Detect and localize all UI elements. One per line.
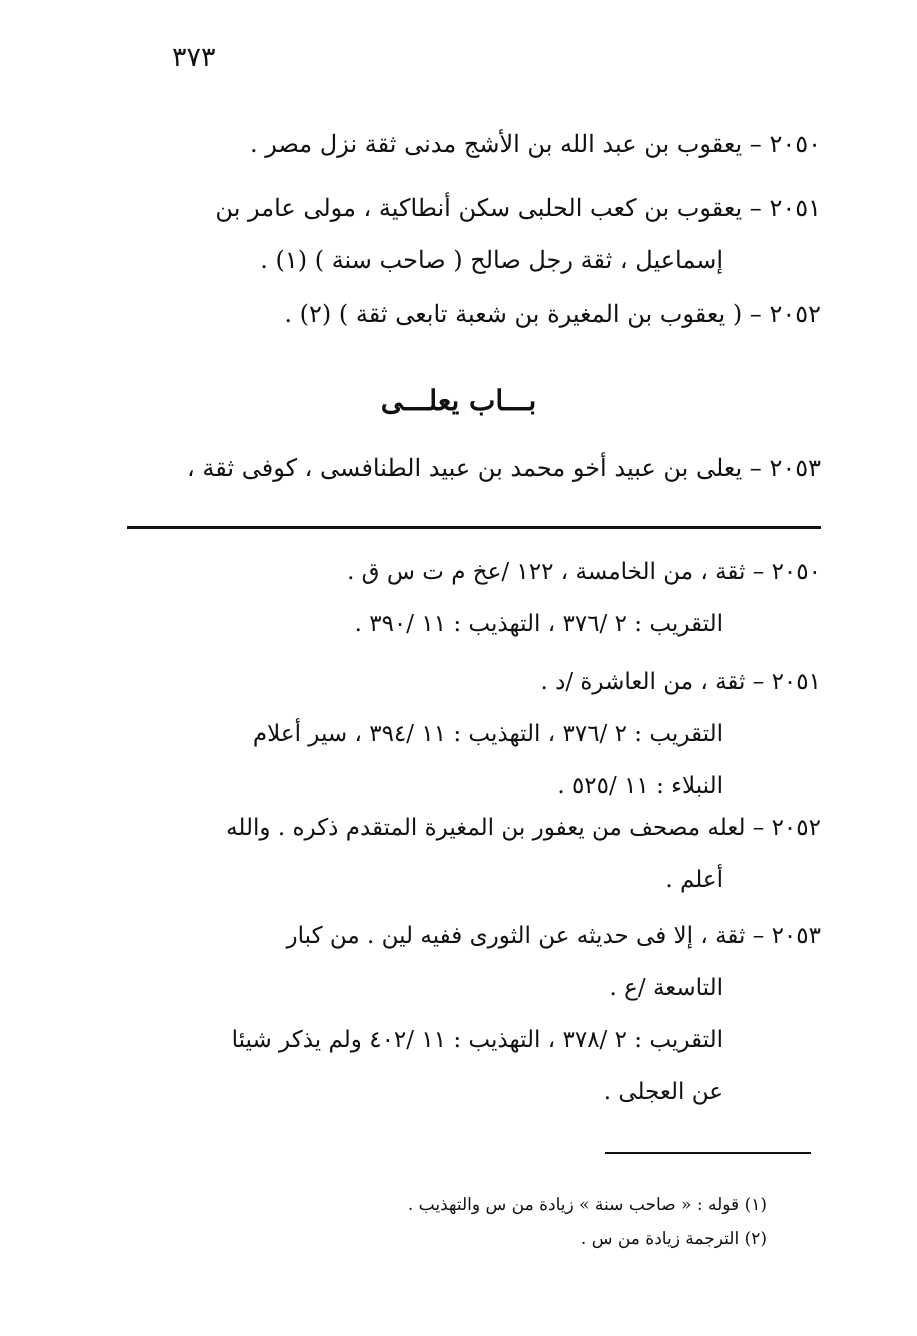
- note-2050: [347, 546, 821, 650]
- footnote-1: (١) قوله : « صاحب سنة » زيادة من س والتهذيب .: [407, 1195, 767, 1215]
- note-2051: [253, 656, 821, 812]
- section-heading: بـــاب يعلـــى: [380, 384, 537, 417]
- note-line: التقريب : ٢ /٣٧٦ ، التهذيب : ١١ /٣٩٠ .: [354, 611, 723, 637]
- footnotes: [408, 1188, 767, 1256]
- note-line: التقريب : ٢ /٣٧٨ ، التهذيب : ١١ /٤٠٢ ولم يذكر شيئا: [231, 1027, 723, 1053]
- entry-line: ٢٠٥٠ – يعقوب بن عبد الله بن الأشج مدنى ثقة نزل مصر .: [249, 130, 821, 158]
- entry-2052: [284, 288, 821, 340]
- footnote-2: (٢) الترجمة زيادة من س .: [580, 1229, 767, 1249]
- text-separator-rule: [127, 526, 821, 529]
- note-line: النبلاء : ١١ /٥٢٥ .: [557, 773, 723, 799]
- note-line: ٢٠٥٢ – لعله مصحف من يعفور بن المغيرة المتقدم ذكره . والله: [226, 815, 821, 841]
- note-line: ٢٠٥٣ – ثقة ، إلا فى حديثه عن الثورى ففيه لين . من كبار: [286, 923, 821, 949]
- entry-2051: [215, 182, 821, 286]
- entry-line: ٢٠٥٢ – ( يعقوب بن المغيرة بن شعبة تابعى ثقة ) (٢) .: [284, 300, 821, 328]
- entry-2050: [250, 118, 821, 170]
- note-line: أعلم .: [665, 867, 723, 893]
- entry-2053: [187, 442, 821, 494]
- entry-line: إسماعيل ، ثقة رجل صالح ( صاحب سنة ) (١) .: [260, 246, 723, 274]
- note-line: عن العجلى .: [603, 1079, 723, 1105]
- note-2053: [232, 910, 821, 1118]
- entry-line: ٢٠٥١ – يعقوب بن كعب الحلبى سكن أنطاكية ، مولى عامر بن: [215, 194, 821, 222]
- note-line: التقريب : ٢ /٣٧٦ ، التهذيب : ١١ /٣٩٤ ، سير أعلام: [252, 721, 723, 747]
- note-2052: [226, 802, 821, 906]
- page-number: ٣٧٣: [172, 42, 216, 73]
- note-line: ٢٠٥١ – ثقة ، من العاشرة /د .: [540, 669, 821, 695]
- note-line: التاسعة /ع .: [609, 975, 723, 1001]
- entry-line: ٢٠٥٣ – يعلى بن عبيد أخو محمد بن عبيد الطنافسى ، كوفى ثقة ،: [187, 454, 821, 482]
- footnote-rule: [605, 1152, 811, 1154]
- note-line: ٢٠٥٠ – ثقة ، من الخامسة ، ١٢٢ /عخ م ت س ق .: [347, 559, 821, 585]
